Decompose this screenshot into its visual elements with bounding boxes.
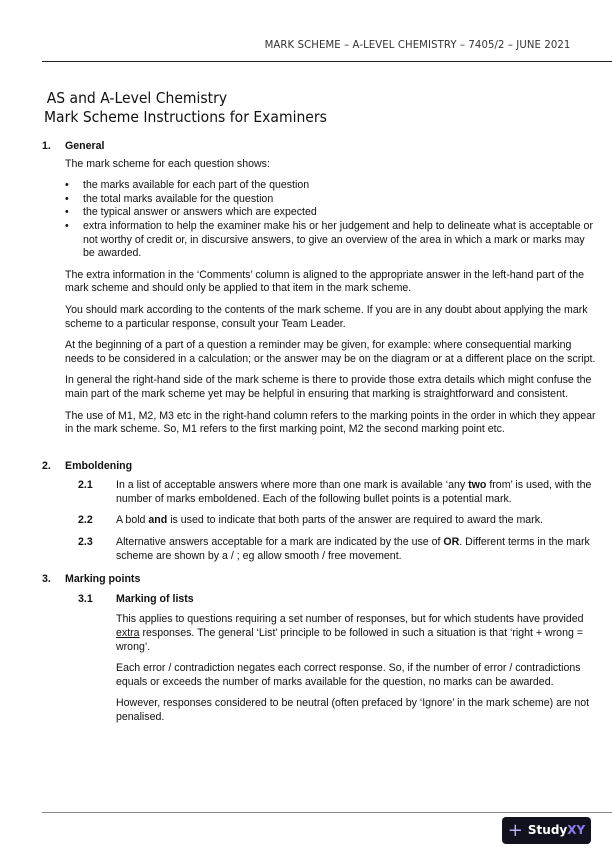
item-2-2: 2.2 A bold and is used to indicate that both parts of the answer are required to award the mark. [78, 514, 543, 527]
list-item: • the typical answer or answers which are expected [65, 206, 597, 220]
section-3-heading: 3. Marking points [42, 573, 141, 586]
section-1-intro: The mark scheme for each question shows: [65, 157, 270, 170]
title-line-2: Mark Scheme Instructions for Examiners [44, 108, 327, 126]
studyxy-logo: + StudyXY [502, 817, 591, 844]
item-2-1: 2.1 In a list of acceptable answers where more than one mark is available ‘any two from’ is used, with the number of marks emboldened. Each of the following bullet points is a potential mark. [78, 479, 592, 505]
list-item: • the marks available for each part of the question [65, 179, 597, 193]
paragraph: At the beginning of a part of a question a reminder may be given, for example: where consequential marking needs to be considered in a calculation; or the answer may be on the diagram or at a different place on the script. [65, 339, 596, 365]
header-divider [42, 61, 612, 62]
page-title [44, 89, 327, 127]
paragraph: In general the right-hand side of the mark scheme is there to provide those extra details which might confuse the main part of the mark scheme yet may be helpful in ensuring that marking is straightforward and consistent. [65, 374, 592, 400]
section-1-heading: 1. General [42, 140, 105, 152]
item-3-1: 3.1 Marking of lists [78, 592, 194, 605]
item-2-3: 2.3 Alternative answers acceptable for a mark are indicated by the use of OR. Different terms in the mark scheme are shown by a / ; eg allow smooth / free movement. [78, 536, 590, 562]
footer-divider [42, 812, 612, 813]
document-body [42, 140, 597, 725]
section-2-heading: 2. Emboldening [42, 459, 133, 472]
list-item: • the total marks available for the question [65, 193, 597, 207]
plus-icon: + [507, 819, 523, 841]
paragraph: You should mark according to the contents of the mark scheme. If you are in any doubt about applying the mark scheme to a particular response, consult your Team Leader. [65, 303, 588, 330]
section-1-bullets [65, 179, 597, 261]
paragraph: However, responses considered to be neutral (often prefaced by ‘Ignore’ in the mark scheme) are not penalised. [116, 697, 590, 723]
paragraph: The use of M1, M2, M3 etc in the right-hand column refers to the marking points in the order in which they appear in the mark scheme. So, M1 refers to the first marking point, M2 the second marking point etc. [65, 409, 596, 436]
paragraph: The extra information in the ‘Comments’ column is aligned to the appropriate answer in the left-hand part of the mark scheme and should only be applied to that item in the mark scheme. [65, 268, 584, 295]
title-line-1: AS and A-Level Chemistry [46, 89, 228, 107]
list-item: • extra information to help the examiner make his or her judgement and help to delineate what is acceptable or not worthy of credit or, in discursive answers, to give an overview of the area in which a mark or marks may be awarded. [65, 220, 597, 261]
paragraph: Each error / contradiction negates each correct response. So, if the number of error / contradictions equals or exceeds the number of marks available for the question, no marks can be awarded. [116, 662, 581, 688]
paragraph: This applies to questions requiring a set number of responses, but for which students have provided extra responses. The general ‘List’ principle to be followed in such a situation is that ‘right + wrong = wrong’. [116, 613, 584, 653]
running-header: MARK SCHEME – A-LEVEL CHEMISTRY – 7405/2 – JUNE 2021 [264, 38, 570, 51]
